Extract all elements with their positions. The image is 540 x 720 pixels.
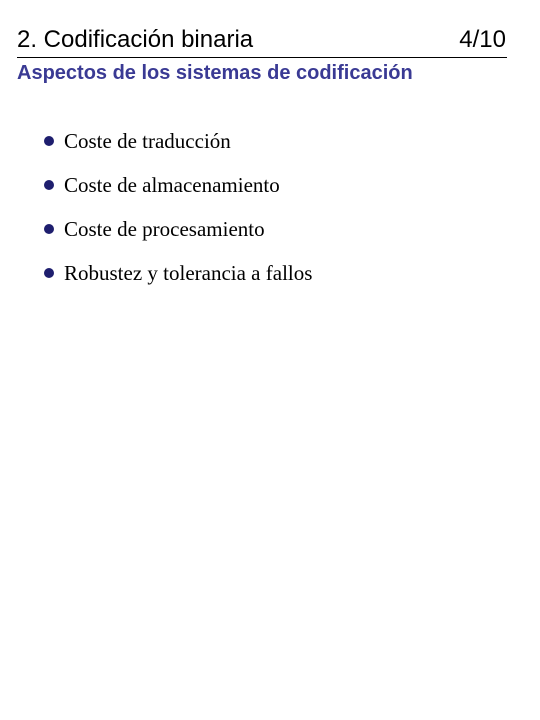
bullet-icon <box>43 135 55 147</box>
list-item-text: Coste de traducción <box>64 128 231 153</box>
list-item-text: Coste de almacenamiento <box>64 172 280 197</box>
section-subtitle: Aspectos de los sistemas de codificación <box>17 62 413 84</box>
list-item <box>43 251 312 295</box>
bullet-icon <box>43 223 55 235</box>
bullet-list <box>43 119 312 295</box>
list-item <box>43 163 312 207</box>
page-number: 4/10 <box>459 26 506 53</box>
bullet-icon <box>43 267 55 279</box>
slide-title: 2. Codificación binaria <box>17 26 254 53</box>
list-item-text: Coste de procesamiento <box>64 216 265 241</box>
bullet-icon <box>43 179 55 191</box>
list-item-text: Robustez y tolerancia a fallos <box>64 260 313 285</box>
list-item <box>43 119 312 163</box>
list-item <box>43 207 312 251</box>
header-divider <box>17 57 507 58</box>
